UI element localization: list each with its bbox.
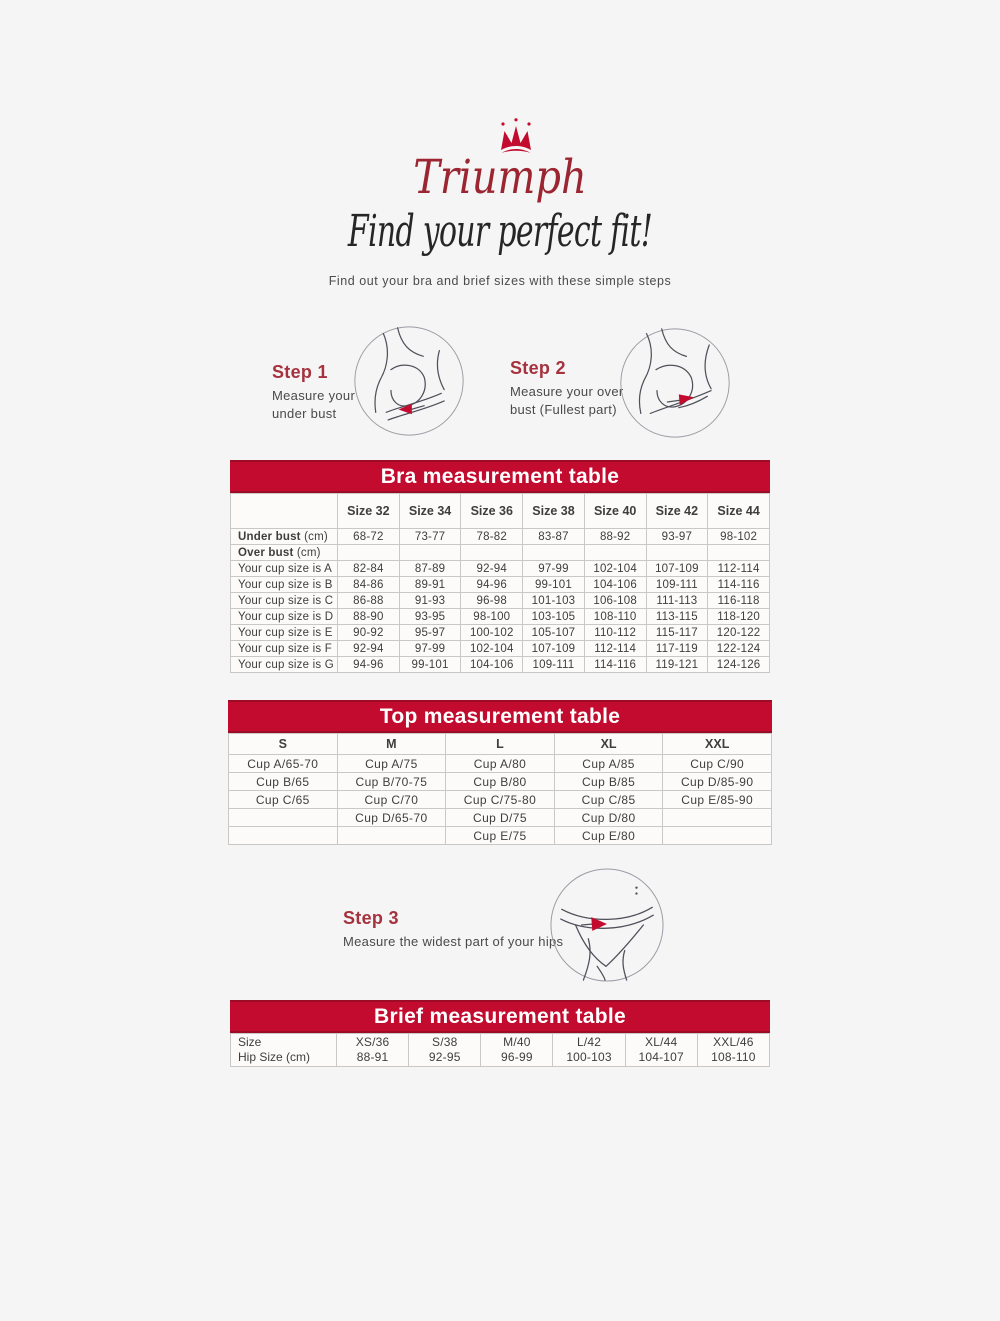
top-cell: Cup C/90 — [663, 755, 772, 773]
bra-row-label — [231, 529, 338, 545]
bra-row-label-unit: (cm) — [300, 530, 328, 543]
brief-cell — [337, 1034, 409, 1067]
bra-cell: 122-124 — [708, 641, 770, 657]
top-cell: Cup A/75 — [337, 755, 446, 773]
bra-cell: 99-101 — [399, 657, 461, 673]
bra-cell: 95-97 — [399, 625, 461, 641]
top-cell: Cup A/80 — [446, 755, 555, 773]
bra-header-row — [231, 494, 770, 529]
bra-cell: 124-126 — [708, 657, 770, 673]
bra-cell: 97-99 — [399, 641, 461, 657]
bra-cell — [461, 545, 523, 561]
top-cell: Cup C/75-80 — [446, 791, 555, 809]
bra-cell: 84-86 — [338, 577, 400, 593]
bra-cell: 93-95 — [399, 609, 461, 625]
bra-row — [231, 657, 770, 673]
top-row — [229, 809, 772, 827]
brief-cell — [553, 1034, 625, 1067]
top-cell: Cup B/80 — [446, 773, 555, 791]
bra-size-header: Size 36 — [461, 494, 523, 529]
top-cell: Cup B/65 — [229, 773, 338, 791]
top-size-header: M — [337, 734, 446, 755]
top-cell: Cup D/65-70 — [337, 809, 446, 827]
brief-cell — [697, 1034, 769, 1067]
bra-row-label: Your cup size is A — [231, 561, 338, 577]
bra-cell: 94-96 — [461, 577, 523, 593]
bra-cell: 109-111 — [523, 657, 585, 673]
bra-cell: 116-118 — [708, 593, 770, 609]
bra-cell: 109-111 — [646, 577, 708, 593]
underbust-illustration — [352, 324, 466, 438]
bra-cell: 94-96 — [338, 657, 400, 673]
bra-cell: 111-113 — [646, 593, 708, 609]
bra-size-header: Size 34 — [399, 494, 461, 529]
top-cell — [229, 809, 338, 827]
top-header-row — [229, 734, 772, 755]
bra-cell: 115-117 — [646, 625, 708, 641]
bra-cell: 88-92 — [584, 529, 646, 545]
top-cell: Cup D/85-90 — [663, 773, 772, 791]
bra-size-header: Size 42 — [646, 494, 708, 529]
bra-cell: 104-106 — [584, 577, 646, 593]
bra-cell: 90-92 — [338, 625, 400, 641]
crown-icon — [490, 118, 542, 154]
bra-cell: 106-108 — [584, 593, 646, 609]
top-cell: Cup E/85-90 — [663, 791, 772, 809]
bra-cell: 91-93 — [399, 593, 461, 609]
top-row — [229, 773, 772, 791]
bra-cell: 96-98 — [461, 593, 523, 609]
top-cell: Cup D/80 — [554, 809, 663, 827]
top-cell — [663, 809, 772, 827]
bra-size-header: Size 32 — [338, 494, 400, 529]
step-1 — [272, 362, 356, 422]
bra-cell: 98-102 — [708, 529, 770, 545]
bra-table-title: Bra measurement table — [230, 460, 770, 493]
bra-cell: 112-114 — [584, 641, 646, 657]
bra-cell: 92-94 — [461, 561, 523, 577]
brief-size-value: XXL/46 — [713, 1035, 754, 1049]
brand-name: Triumph — [413, 150, 587, 205]
bra-cell: 118-120 — [708, 609, 770, 625]
bra-row — [231, 529, 770, 545]
brief-cell — [481, 1034, 553, 1067]
top-cell — [229, 827, 338, 845]
bra-cell: 87-89 — [399, 561, 461, 577]
top-cell: Cup A/65-70 — [229, 755, 338, 773]
step-3-label: Step 3 — [343, 908, 399, 928]
bra-cell: 98-100 — [461, 609, 523, 625]
brief-hip-value: 88-91 — [356, 1050, 389, 1064]
bra-cell: 102-104 — [461, 641, 523, 657]
bra-cell: 117-119 — [646, 641, 708, 657]
bra-measurement-section — [230, 460, 770, 673]
top-row — [229, 827, 772, 845]
bra-cell: 89-91 — [399, 577, 461, 593]
bra-cell — [708, 545, 770, 561]
step-2-description: Measure your over bust (Fullest part) — [510, 384, 624, 417]
brief-row-label — [231, 1034, 337, 1067]
top-measurement-section — [228, 700, 772, 845]
top-cell — [663, 827, 772, 845]
bra-row — [231, 561, 770, 577]
top-table — [228, 733, 772, 845]
bra-cell: 83-87 — [523, 529, 585, 545]
brief-hip-value: 108-110 — [711, 1050, 756, 1064]
bra-row-label-text: Under bust — [238, 530, 301, 543]
bra-cell: 119-121 — [646, 657, 708, 673]
top-table-title: Top measurement table — [228, 700, 772, 733]
brief-row — [231, 1034, 770, 1067]
bra-size-header: Size 40 — [584, 494, 646, 529]
bra-corner-cell — [231, 494, 338, 529]
bra-cell: 92-94 — [338, 641, 400, 657]
bra-cell: 108-110 — [584, 609, 646, 625]
bra-cell: 112-114 — [708, 561, 770, 577]
top-row — [229, 791, 772, 809]
bra-cell: 99-101 — [523, 577, 585, 593]
page-subtitle: Find out your bra and brief sizes with these simple steps — [328, 274, 672, 288]
bra-cell: 78-82 — [461, 529, 523, 545]
brief-hip-value: 100-103 — [566, 1050, 612, 1064]
bra-row — [231, 609, 770, 625]
bra-row-label-unit: (cm) — [293, 546, 321, 559]
hips-illustration — [548, 866, 666, 984]
bra-cell: 82-84 — [338, 561, 400, 577]
bra-cell: 105-107 — [523, 625, 585, 641]
brief-size-value: S/38 — [431, 1035, 458, 1049]
bra-row-label: Your cup size is C — [231, 593, 338, 609]
bra-cell: 97-99 — [523, 561, 585, 577]
top-size-header: XL — [554, 734, 663, 755]
bra-size-header: Size 44 — [708, 494, 770, 529]
brief-hip-value: 92-95 — [428, 1050, 461, 1064]
bra-row-label — [231, 545, 338, 561]
step-3-description: Measure the widest part of your hips — [343, 934, 564, 949]
brief-hip-value: 96-99 — [501, 1050, 533, 1064]
top-size-header: XXL — [663, 734, 772, 755]
top-cell: Cup C/65 — [229, 791, 338, 809]
overbust-illustration — [618, 326, 732, 440]
top-cell — [337, 827, 446, 845]
top-cell: Cup B/85 — [554, 773, 663, 791]
bra-row-label: Your cup size is F — [231, 641, 338, 657]
top-cell: Cup E/80 — [554, 827, 663, 845]
bra-row-label: Your cup size is G — [231, 657, 338, 673]
bra-row — [231, 625, 770, 641]
bra-row — [231, 593, 770, 609]
bra-cell: 103-105 — [523, 609, 585, 625]
bra-cell — [523, 545, 585, 561]
bra-size-header: Size 38 — [523, 494, 585, 529]
top-cell: Cup D/75 — [446, 809, 555, 827]
bra-cell — [338, 545, 400, 561]
top-cell: Cup A/85 — [554, 755, 663, 773]
bra-cell: 86-88 — [338, 593, 400, 609]
brief-cell — [625, 1034, 697, 1067]
bra-cell: 107-109 — [523, 641, 585, 657]
bra-row — [231, 577, 770, 593]
top-cell: Cup C/70 — [337, 791, 446, 809]
bra-cell — [399, 545, 461, 561]
bra-cell: 101-103 — [523, 593, 585, 609]
bra-row-label: Your cup size is B — [231, 577, 338, 593]
brief-size-value: L/42 — [576, 1035, 602, 1049]
bra-cell: 107-109 — [646, 561, 708, 577]
bra-cell — [584, 545, 646, 561]
bra-cell: 120-122 — [708, 625, 770, 641]
bra-cell: 110-112 — [584, 625, 646, 641]
bra-cell — [646, 545, 708, 561]
brief-size-value: XS/36 — [355, 1035, 390, 1049]
bra-cell: 104-106 — [461, 657, 523, 673]
bra-cell: 114-116 — [584, 657, 646, 673]
top-size-header: S — [229, 734, 338, 755]
bra-cell: 102-104 — [584, 561, 646, 577]
top-cell: Cup C/85 — [554, 791, 663, 809]
bra-row-label-text: Over bust — [238, 546, 294, 559]
step-2-label: Step 2 — [510, 358, 566, 378]
bra-cell: 88-90 — [338, 609, 400, 625]
bra-cell: 113-115 — [646, 609, 708, 625]
brief-measurement-section — [230, 1000, 770, 1067]
bra-cell: 93-97 — [646, 529, 708, 545]
top-cell: Cup B/70-75 — [337, 773, 446, 791]
bra-cell: 68-72 — [338, 529, 400, 545]
step-1-label: Step 1 — [272, 362, 328, 382]
brief-size-value: XL/44 — [645, 1035, 678, 1049]
brief-label-hip: Hip Size (cm) — [238, 1050, 311, 1064]
top-size-header: L — [446, 734, 555, 755]
bra-row — [231, 641, 770, 657]
bra-cell: 100-102 — [461, 625, 523, 641]
bra-table — [230, 493, 770, 673]
brief-table-title: Brief measurement table — [230, 1000, 770, 1033]
bra-row-label: Your cup size is E — [231, 625, 338, 641]
step-1-description: Measure your under bust — [272, 388, 356, 421]
brief-cell — [409, 1034, 481, 1067]
bra-row — [231, 545, 770, 561]
brief-size-value: M/40 — [503, 1035, 531, 1049]
bra-cell: 114-116 — [708, 577, 770, 593]
brief-label-size: Size — [238, 1035, 262, 1049]
page-title: Find your perfect fit! — [347, 206, 653, 257]
brand-logo — [0, 118, 1000, 205]
top-cell: Cup E/75 — [446, 827, 555, 845]
bra-row-label: Your cup size is D — [231, 609, 338, 625]
top-row — [229, 755, 772, 773]
brief-hip-value: 104-107 — [638, 1050, 684, 1064]
bra-cell: 73-77 — [399, 529, 461, 545]
brief-table — [230, 1033, 770, 1067]
